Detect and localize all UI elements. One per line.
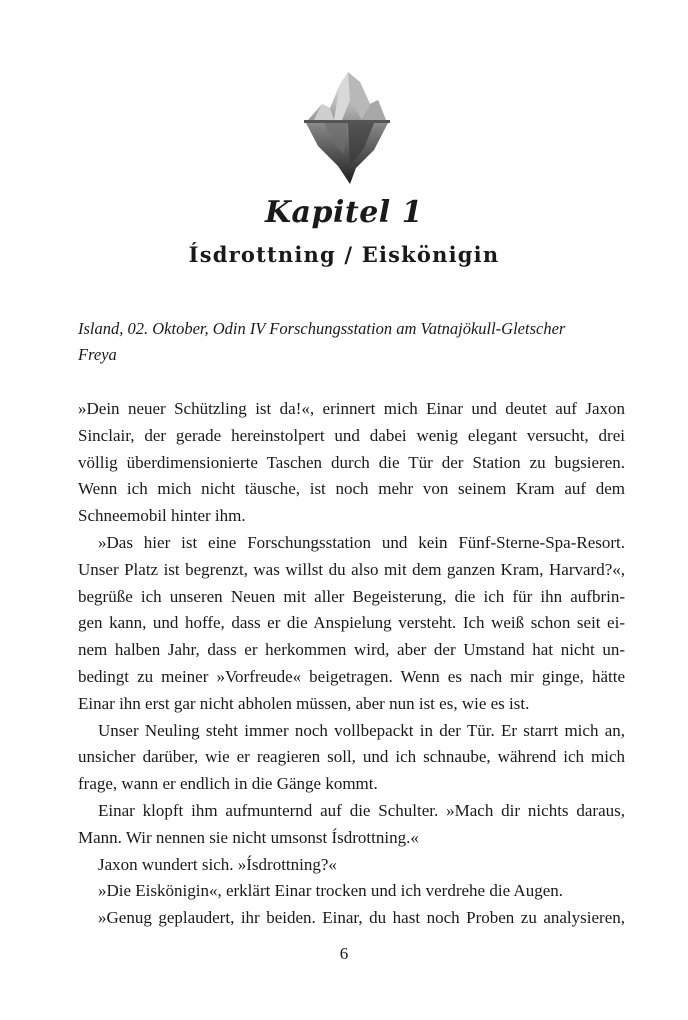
text-line: »Genug geplaudert, ihr beiden. Einar, du hast noch Proben zu analysieren, [98,908,625,928]
body-text [78,396,625,932]
text-line: unsicher darüber, wie er reagieren soll, und ich schnaube, während ich mich [78,747,625,767]
text-line: bedingt zu meiner »Vorfreude« beigetragen. Wenn es nach mir ginge, hätte [78,666,625,686]
text-line: Einar ihn erst gar nicht abholen müssen, aber nun ist es, wie es ist. [78,693,530,713]
text-line: frage, wann er endlich in die Gänge kommt. [78,774,378,794]
text-line: Schneemobil hinter ihm. [78,506,246,526]
text-line: Einar klopft ihm aufmunternd auf die Schulter. »Mach dir nichts daraus, [98,800,625,820]
text-line: Unser Neuling steht immer noch vollbepackt in der Tür. Er starrt mich an, [98,720,625,740]
text-line: »Das hier ist eine Forschungsstation und kein Fünf-Sterne-Spa-Resort. [98,532,625,552]
text-line: »Die Eiskönigin«, erklärt Einar trocken und ich verdrehe die Augen. [98,881,563,901]
location-line: Island, 02. Oktober, Odin IV Forschungsstation am Vatnajökull-Gletscher [78,319,566,338]
chapter-title: Kapitel 1 [264,195,424,230]
iceberg-icon [304,70,390,186]
location-header [78,316,618,368]
text-line: nem halben Jahr, dass er herkommen wird, aber der Umstand hat nicht un- [78,640,625,660]
text-line: begrüße ich unseren Neuen mit aller Begeisterung, die ich für ihn aufbrin- [78,586,625,606]
text-line: Mann. Wir nennen sie nicht umsonst Ísdrottning.« [78,827,419,847]
text-line: gen kann, und hoffe, dass er die Anspielung versteht. Ich weiß schon seit ei- [78,613,625,633]
text-line: Jaxon wundert sich. »Ísdrottning?« [98,854,337,874]
text-line: Wenn ich mich nicht täusche, ist noch mehr von seinem Kram auf dem [78,479,625,499]
narrator-name: Freya [78,345,117,364]
text-line: völlig überdimensionierte Taschen durch die Tür der Station zu bugsieren. [78,452,625,472]
text-line: Sinclair, der gerade hereinstolpert und dabei wenig elegant versucht, drei [78,425,625,445]
chapter-subtitle: Ísdrottning / Eiskönigin [188,242,500,267]
text-line: »Dein neuer Schützling ist da!«, erinnert mich Einar und deutet auf Jaxon [78,399,625,418]
page-number: 6 [339,944,349,963]
text-line: Unser Platz ist begrenzt, was willst du also mit dem ganzen Kram, Harvard?«, [78,559,625,579]
